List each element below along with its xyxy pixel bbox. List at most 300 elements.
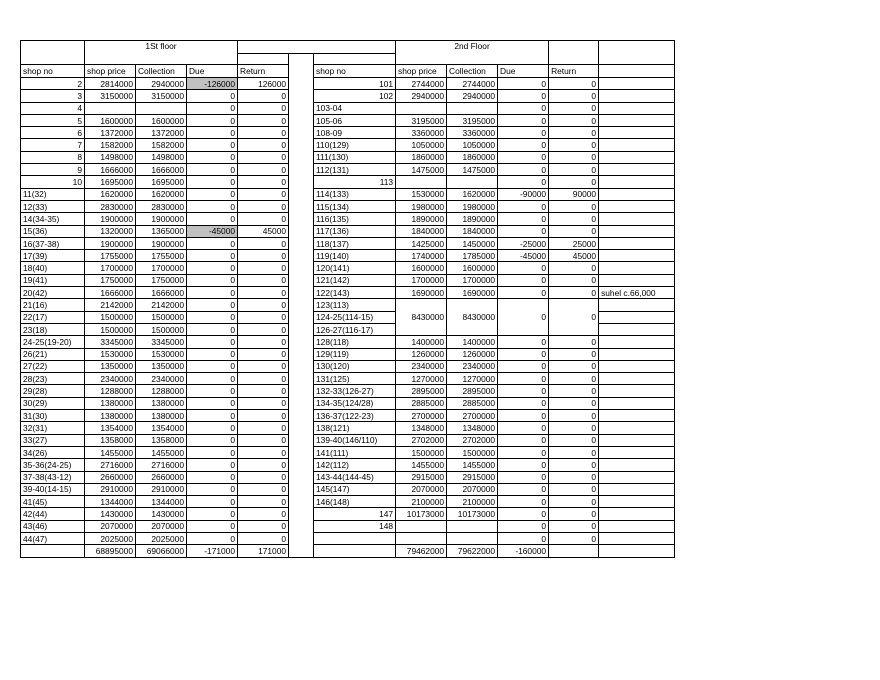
- first-floor-shop-price-cell[interactable]: 2025000: [85, 532, 136, 544]
- second-floor-shop-no-cell[interactable]: 143-44(144-45): [314, 471, 396, 483]
- second-floor-return-cell[interactable]: 0: [549, 176, 599, 188]
- second-floor-collection-cell[interactable]: 1840000: [447, 225, 498, 237]
- first-floor-due-cell[interactable]: 0: [187, 410, 238, 422]
- first-floor-due-cell[interactable]: 0: [187, 323, 238, 335]
- second-floor-due-cell[interactable]: -90000: [498, 188, 549, 200]
- first-floor-shop-price-cell[interactable]: 3150000: [85, 90, 136, 102]
- second-floor-due-cell[interactable]: 0: [498, 471, 549, 483]
- second-floor-collection-cell[interactable]: 2895000: [447, 385, 498, 397]
- first-floor-collection-cell[interactable]: 1600000: [136, 114, 187, 126]
- second-floor-collection-cell[interactable]: 2700000: [447, 410, 498, 422]
- header-note[interactable]: [599, 65, 675, 78]
- second-floor-shop-no-cell[interactable]: 142(112): [314, 459, 396, 471]
- first-floor-shop-price-cell[interactable]: 1500000: [85, 323, 136, 335]
- second-floor-collection-cell[interactable]: 1600000: [447, 262, 498, 274]
- first-floor-shop-price-cell[interactable]: 1455000: [85, 446, 136, 458]
- second-floor-collection-cell[interactable]: 1400000: [447, 336, 498, 348]
- first-floor-due-cell[interactable]: 0: [187, 471, 238, 483]
- first-floor-shop-price-cell[interactable]: 2716000: [85, 459, 136, 471]
- first-floor-due-cell[interactable]: 0: [187, 102, 238, 114]
- second-floor-return-cell[interactable]: 0: [549, 397, 599, 409]
- second-floor-collection-cell[interactable]: 2702000: [447, 434, 498, 446]
- second-floor-shop-no-cell[interactable]: 120(141): [314, 262, 396, 274]
- first-floor-return-cell[interactable]: 0: [238, 311, 289, 323]
- second-floor-note-cell[interactable]: [599, 213, 675, 225]
- first-floor-shop-price-cell[interactable]: 2910000: [85, 483, 136, 495]
- first-floor-shop-no-cell[interactable]: 11(32): [21, 188, 85, 200]
- second-floor-due-cell[interactable]: 0: [498, 299, 549, 336]
- second-floor-note-cell[interactable]: [599, 164, 675, 176]
- first-floor-due-cell[interactable]: 0: [187, 397, 238, 409]
- second-floor-return-cell[interactable]: 0: [549, 274, 599, 286]
- second-floor-note-cell[interactable]: [599, 176, 675, 188]
- first-floor-shop-no-cell[interactable]: 43(46): [21, 520, 85, 532]
- first-floor-collection-cell[interactable]: 2830000: [136, 200, 187, 212]
- cell[interactable]: [549, 41, 599, 65]
- second-floor-note-cell[interactable]: [599, 323, 675, 335]
- second-floor-return-cell[interactable]: 90000: [549, 188, 599, 200]
- second-floor-shop-no-cell[interactable]: 101: [314, 78, 396, 90]
- first-floor-shop-no-cell[interactable]: 32(31): [21, 422, 85, 434]
- first-floor-collection-cell[interactable]: 1372000: [136, 127, 187, 139]
- second-floor-note-cell[interactable]: [599, 336, 675, 348]
- second-floor-shop-no-cell[interactable]: 132-33(126-27): [314, 385, 396, 397]
- second-floor-shop-no-cell[interactable]: 128(118): [314, 336, 396, 348]
- second-floor-shop-no-cell[interactable]: 113: [314, 176, 396, 188]
- second-floor-shop-price-cell[interactable]: 1348000: [396, 422, 447, 434]
- first-floor-shop-price-cell[interactable]: 68895000: [85, 545, 136, 557]
- second-floor-shop-no-cell[interactable]: 130(120): [314, 360, 396, 372]
- first-floor-due-cell[interactable]: 0: [187, 164, 238, 176]
- second-floor-shop-no-cell[interactable]: 105-06: [314, 114, 396, 126]
- second-floor-shop-no-cell[interactable]: 119(140): [314, 250, 396, 262]
- first-floor-collection-cell[interactable]: 1365000: [136, 225, 187, 237]
- second-floor-return-cell[interactable]: 0: [549, 508, 599, 520]
- second-floor-shop-price-cell[interactable]: 10173000: [396, 508, 447, 520]
- second-floor-shop-price-cell[interactable]: 1840000: [396, 225, 447, 237]
- second-floor-collection-cell[interactable]: 1270000: [447, 373, 498, 385]
- header-collection[interactable]: Collection: [136, 65, 187, 78]
- first-floor-due-cell[interactable]: 0: [187, 176, 238, 188]
- first-floor-shop-no-cell[interactable]: 22(17): [21, 311, 85, 323]
- second-floor-title[interactable]: 2nd Floor: [396, 41, 549, 65]
- second-floor-note-cell[interactable]: [599, 299, 675, 311]
- second-floor-note-cell[interactable]: [599, 188, 675, 200]
- first-floor-shop-no-cell[interactable]: 9: [21, 164, 85, 176]
- second-floor-due-cell[interactable]: 0: [498, 176, 549, 188]
- first-floor-collection-cell[interactable]: 1666000: [136, 164, 187, 176]
- second-floor-shop-price-cell[interactable]: 2895000: [396, 385, 447, 397]
- second-floor-shop-no-cell[interactable]: 145(147): [314, 483, 396, 495]
- first-floor-shop-price-cell[interactable]: 1372000: [85, 127, 136, 139]
- first-floor-shop-no-cell[interactable]: 14(34-35): [21, 213, 85, 225]
- second-floor-due-cell[interactable]: 0: [498, 127, 549, 139]
- first-floor-shop-price-cell[interactable]: 1498000: [85, 151, 136, 163]
- first-floor-shop-no-cell[interactable]: 8: [21, 151, 85, 163]
- second-floor-shop-no-cell[interactable]: 129(119): [314, 348, 396, 360]
- second-floor-shop-price-cell[interactable]: 1600000: [396, 262, 447, 274]
- first-floor-shop-price-cell[interactable]: 1600000: [85, 114, 136, 126]
- second-floor-return-cell[interactable]: 0: [549, 532, 599, 544]
- first-floor-return-cell[interactable]: 0: [238, 508, 289, 520]
- second-floor-due-cell[interactable]: 0: [498, 225, 549, 237]
- first-floor-shop-price-cell[interactable]: 1700000: [85, 262, 136, 274]
- second-floor-note-cell[interactable]: [599, 250, 675, 262]
- second-floor-return-cell[interactable]: 0: [549, 200, 599, 212]
- second-floor-note-cell[interactable]: [599, 397, 675, 409]
- second-floor-shop-price-cell[interactable]: 2744000: [396, 78, 447, 90]
- first-floor-due-cell[interactable]: 0: [187, 213, 238, 225]
- second-floor-collection-cell[interactable]: 2915000: [447, 471, 498, 483]
- first-floor-collection-cell[interactable]: 1750000: [136, 274, 187, 286]
- second-floor-collection-cell[interactable]: [447, 176, 498, 188]
- first-floor-collection-cell[interactable]: 2910000: [136, 483, 187, 495]
- first-floor-shop-no-cell[interactable]: 41(45): [21, 496, 85, 508]
- second-floor-return-cell[interactable]: 0: [549, 127, 599, 139]
- first-floor-shop-no-cell[interactable]: 26(21): [21, 348, 85, 360]
- first-floor-return-cell[interactable]: 0: [238, 532, 289, 544]
- first-floor-collection-cell[interactable]: 1900000: [136, 213, 187, 225]
- header-shop-no[interactable]: shop no: [314, 65, 396, 78]
- second-floor-due-cell[interactable]: 0: [498, 532, 549, 544]
- second-floor-shop-no-cell[interactable]: 139-40(146/110): [314, 434, 396, 446]
- second-floor-shop-no-cell[interactable]: [314, 532, 396, 544]
- second-floor-note-cell[interactable]: [599, 545, 675, 557]
- second-floor-due-cell[interactable]: 0: [498, 459, 549, 471]
- second-floor-shop-price-cell[interactable]: 1890000: [396, 213, 447, 225]
- first-floor-return-cell[interactable]: 0: [238, 336, 289, 348]
- second-floor-note-cell[interactable]: [599, 78, 675, 90]
- second-floor-note-cell[interactable]: suhel c.66,000: [599, 287, 675, 299]
- first-floor-return-cell[interactable]: 0: [238, 385, 289, 397]
- second-floor-shop-price-cell[interactable]: 1980000: [396, 200, 447, 212]
- second-floor-collection-cell[interactable]: 1500000: [447, 446, 498, 458]
- cell[interactable]: [314, 54, 396, 65]
- second-floor-return-cell[interactable]: 0: [549, 422, 599, 434]
- second-floor-due-cell[interactable]: 0: [498, 508, 549, 520]
- first-floor-shop-no-cell[interactable]: 16(37-38): [21, 237, 85, 249]
- first-floor-return-cell[interactable]: 0: [238, 323, 289, 335]
- second-floor-return-cell[interactable]: 0: [549, 139, 599, 151]
- first-floor-due-cell[interactable]: 0: [187, 237, 238, 249]
- first-floor-shop-price-cell[interactable]: 1900000: [85, 213, 136, 225]
- first-floor-shop-no-cell[interactable]: 21(16): [21, 299, 85, 311]
- second-floor-return-cell[interactable]: 0: [549, 151, 599, 163]
- second-floor-return-cell[interactable]: 0: [549, 262, 599, 274]
- first-floor-due-cell[interactable]: 0: [187, 311, 238, 323]
- second-floor-collection-cell[interactable]: 3195000: [447, 114, 498, 126]
- second-floor-return-cell[interactable]: 0: [549, 336, 599, 348]
- first-floor-shop-no-cell[interactable]: 5: [21, 114, 85, 126]
- second-floor-note-cell[interactable]: [599, 139, 675, 151]
- first-floor-collection-cell[interactable]: 1695000: [136, 176, 187, 188]
- first-floor-shop-no-cell[interactable]: 34(26): [21, 446, 85, 458]
- second-floor-return-cell[interactable]: 0: [549, 446, 599, 458]
- second-floor-return-cell[interactable]: 0: [549, 410, 599, 422]
- first-floor-due-cell[interactable]: -171000: [187, 545, 238, 557]
- second-floor-return-cell[interactable]: 0: [549, 471, 599, 483]
- second-floor-collection-cell[interactable]: 2070000: [447, 483, 498, 495]
- first-floor-shop-no-cell[interactable]: 17(39): [21, 250, 85, 262]
- second-floor-collection-cell[interactable]: 1260000: [447, 348, 498, 360]
- second-floor-collection-cell[interactable]: 2340000: [447, 360, 498, 372]
- second-floor-shop-price-cell[interactable]: [396, 520, 447, 532]
- first-floor-shop-price-cell[interactable]: 2070000: [85, 520, 136, 532]
- first-floor-collection-cell[interactable]: [136, 102, 187, 114]
- second-floor-shop-price-cell[interactable]: 3195000: [396, 114, 447, 126]
- second-floor-shop-price-cell[interactable]: 2885000: [396, 397, 447, 409]
- first-floor-shop-no-cell[interactable]: 33(27): [21, 434, 85, 446]
- first-floor-due-cell[interactable]: -126000: [187, 78, 238, 90]
- first-floor-return-cell[interactable]: 0: [238, 164, 289, 176]
- second-floor-collection-cell[interactable]: 2940000: [447, 90, 498, 102]
- second-floor-shop-price-cell[interactable]: 1260000: [396, 348, 447, 360]
- first-floor-due-cell[interactable]: 0: [187, 287, 238, 299]
- first-floor-collection-cell[interactable]: 1380000: [136, 410, 187, 422]
- first-floor-due-cell[interactable]: 0: [187, 422, 238, 434]
- first-floor-shop-no-cell[interactable]: 12(33): [21, 200, 85, 212]
- first-floor-collection-cell[interactable]: 1350000: [136, 360, 187, 372]
- second-floor-due-cell[interactable]: 0: [498, 262, 549, 274]
- first-floor-shop-no-cell[interactable]: 20(42): [21, 287, 85, 299]
- second-floor-return-cell[interactable]: 0: [549, 385, 599, 397]
- first-floor-return-cell[interactable]: 0: [238, 410, 289, 422]
- second-floor-due-cell[interactable]: 0: [498, 385, 549, 397]
- first-floor-collection-cell[interactable]: 3345000: [136, 336, 187, 348]
- first-floor-shop-no-cell[interactable]: 29(28): [21, 385, 85, 397]
- second-floor-shop-no-cell[interactable]: 148: [314, 520, 396, 532]
- second-floor-due-cell[interactable]: 0: [498, 446, 549, 458]
- first-floor-return-cell[interactable]: 0: [238, 483, 289, 495]
- first-floor-due-cell[interactable]: 0: [187, 496, 238, 508]
- first-floor-due-cell[interactable]: 0: [187, 483, 238, 495]
- second-floor-note-cell[interactable]: [599, 90, 675, 102]
- second-floor-due-cell[interactable]: 0: [498, 287, 549, 299]
- first-floor-due-cell[interactable]: 0: [187, 434, 238, 446]
- cell[interactable]: [599, 41, 675, 65]
- first-floor-shop-price-cell[interactable]: 1666000: [85, 164, 136, 176]
- first-floor-shop-no-cell[interactable]: 23(18): [21, 323, 85, 335]
- second-floor-shop-price-cell[interactable]: 2702000: [396, 434, 447, 446]
- first-floor-return-cell[interactable]: 0: [238, 520, 289, 532]
- second-floor-shop-price-cell[interactable]: 1270000: [396, 373, 447, 385]
- first-floor-return-cell[interactable]: 126000: [238, 78, 289, 90]
- second-floor-return-cell[interactable]: 0: [549, 287, 599, 299]
- first-floor-return-cell[interactable]: 0: [238, 348, 289, 360]
- second-floor-shop-price-cell[interactable]: 1700000: [396, 274, 447, 286]
- second-floor-shop-no-cell[interactable]: 117(136): [314, 225, 396, 237]
- first-floor-collection-cell[interactable]: 1755000: [136, 250, 187, 262]
- second-floor-due-cell[interactable]: 0: [498, 139, 549, 151]
- first-floor-shop-no-cell[interactable]: 6: [21, 127, 85, 139]
- first-floor-due-cell[interactable]: 0: [187, 336, 238, 348]
- second-floor-shop-price-cell[interactable]: 1740000: [396, 250, 447, 262]
- second-floor-note-cell[interactable]: [599, 348, 675, 360]
- second-floor-collection-cell[interactable]: 2885000: [447, 397, 498, 409]
- first-floor-shop-price-cell[interactable]: 1695000: [85, 176, 136, 188]
- first-floor-shop-price-cell[interactable]: [85, 102, 136, 114]
- second-floor-note-cell[interactable]: [599, 262, 675, 274]
- first-floor-return-cell[interactable]: 0: [238, 459, 289, 471]
- first-floor-return-cell[interactable]: 0: [238, 397, 289, 409]
- second-floor-shop-no-cell[interactable]: 103-04: [314, 102, 396, 114]
- first-floor-collection-cell[interactable]: 1700000: [136, 262, 187, 274]
- first-floor-collection-cell[interactable]: 2025000: [136, 532, 187, 544]
- first-floor-collection-cell[interactable]: 1358000: [136, 434, 187, 446]
- second-floor-return-cell[interactable]: 0: [549, 78, 599, 90]
- second-floor-collection-cell[interactable]: 1348000: [447, 422, 498, 434]
- first-floor-shop-no-cell[interactable]: 15(36): [21, 225, 85, 237]
- first-floor-return-cell[interactable]: 0: [238, 299, 289, 311]
- first-floor-collection-cell[interactable]: 2070000: [136, 520, 187, 532]
- second-floor-note-cell[interactable]: [599, 434, 675, 446]
- first-floor-due-cell[interactable]: -45000: [187, 225, 238, 237]
- cell[interactable]: [21, 41, 85, 65]
- first-floor-shop-price-cell[interactable]: 1666000: [85, 287, 136, 299]
- first-floor-collection-cell[interactable]: 1900000: [136, 237, 187, 249]
- first-floor-shop-no-cell[interactable]: 10: [21, 176, 85, 188]
- second-floor-due-cell[interactable]: 0: [498, 78, 549, 90]
- second-floor-shop-no-cell[interactable]: 122(143): [314, 287, 396, 299]
- first-floor-collection-cell[interactable]: 2340000: [136, 373, 187, 385]
- second-floor-note-cell[interactable]: [599, 151, 675, 163]
- cell[interactable]: [238, 54, 289, 65]
- first-floor-shop-price-cell[interactable]: 1900000: [85, 237, 136, 249]
- first-floor-return-cell[interactable]: 0: [238, 287, 289, 299]
- first-floor-shop-price-cell[interactable]: 3345000: [85, 336, 136, 348]
- second-floor-shop-no-cell[interactable]: 108-09: [314, 127, 396, 139]
- first-floor-due-cell[interactable]: 0: [187, 508, 238, 520]
- second-floor-due-cell[interactable]: 0: [498, 200, 549, 212]
- second-floor-shop-no-cell[interactable]: 136-37(122-23): [314, 410, 396, 422]
- first-floor-return-cell[interactable]: 0: [238, 262, 289, 274]
- second-floor-return-cell[interactable]: 0: [549, 90, 599, 102]
- first-floor-return-cell[interactable]: 0: [238, 446, 289, 458]
- second-floor-shop-price-cell[interactable]: 2700000: [396, 410, 447, 422]
- first-floor-shop-price-cell[interactable]: 2830000: [85, 200, 136, 212]
- second-floor-due-cell[interactable]: 0: [498, 213, 549, 225]
- second-floor-collection-cell[interactable]: 10173000: [447, 508, 498, 520]
- second-floor-shop-no-cell[interactable]: 114(133): [314, 188, 396, 200]
- second-floor-due-cell[interactable]: 0: [498, 373, 549, 385]
- first-floor-return-cell[interactable]: 0: [238, 250, 289, 262]
- first-floor-shop-no-cell[interactable]: 37-38(43-12): [21, 471, 85, 483]
- second-floor-note-cell[interactable]: [599, 102, 675, 114]
- second-floor-shop-price-cell[interactable]: 1475000: [396, 164, 447, 176]
- second-floor-due-cell[interactable]: 0: [498, 102, 549, 114]
- second-floor-collection-cell[interactable]: [447, 102, 498, 114]
- first-floor-collection-cell[interactable]: 2660000: [136, 471, 187, 483]
- first-floor-return-cell[interactable]: 0: [238, 213, 289, 225]
- second-floor-return-cell[interactable]: 0: [549, 102, 599, 114]
- second-floor-collection-cell[interactable]: [447, 520, 498, 532]
- first-floor-due-cell[interactable]: 0: [187, 385, 238, 397]
- second-floor-shop-price-cell[interactable]: 1690000: [396, 287, 447, 299]
- second-floor-shop-no-cell[interactable]: 126-27(116-17): [314, 323, 396, 335]
- second-floor-shop-price-cell[interactable]: 3360000: [396, 127, 447, 139]
- second-floor-note-cell[interactable]: [599, 446, 675, 458]
- first-floor-shop-price-cell[interactable]: 1582000: [85, 139, 136, 151]
- first-floor-shop-price-cell[interactable]: 1320000: [85, 225, 136, 237]
- header-return[interactable]: Return: [238, 65, 289, 78]
- second-floor-note-cell[interactable]: [599, 483, 675, 495]
- second-floor-collection-cell[interactable]: 1980000: [447, 200, 498, 212]
- second-floor-shop-no-cell[interactable]: 146(148): [314, 496, 396, 508]
- second-floor-collection-cell[interactable]: 1785000: [447, 250, 498, 262]
- second-floor-collection-cell[interactable]: 1700000: [447, 274, 498, 286]
- second-floor-note-cell[interactable]: [599, 459, 675, 471]
- first-floor-shop-no-cell[interactable]: 7: [21, 139, 85, 151]
- second-floor-collection-cell[interactable]: 1050000: [447, 139, 498, 151]
- first-floor-shop-price-cell[interactable]: 2142000: [85, 299, 136, 311]
- first-floor-collection-cell[interactable]: 1344000: [136, 496, 187, 508]
- first-floor-due-cell[interactable]: 0: [187, 127, 238, 139]
- first-floor-return-cell[interactable]: 0: [238, 127, 289, 139]
- second-floor-shop-price-cell[interactable]: [396, 102, 447, 114]
- second-floor-due-cell[interactable]: -25000: [498, 237, 549, 249]
- second-floor-due-cell[interactable]: 0: [498, 410, 549, 422]
- second-floor-return-cell[interactable]: 0: [549, 483, 599, 495]
- header-collection[interactable]: Collection: [447, 65, 498, 78]
- second-floor-shop-price-cell[interactable]: 8430000: [396, 299, 447, 336]
- second-floor-collection-cell[interactable]: 1890000: [447, 213, 498, 225]
- first-floor-due-cell[interactable]: 0: [187, 139, 238, 151]
- first-floor-shop-no-cell[interactable]: 19(41): [21, 274, 85, 286]
- second-floor-return-cell[interactable]: 0: [549, 496, 599, 508]
- second-floor-return-cell[interactable]: 0: [549, 225, 599, 237]
- second-floor-note-cell[interactable]: [599, 311, 675, 323]
- second-floor-collection-cell[interactable]: 2744000: [447, 78, 498, 90]
- first-floor-return-cell[interactable]: 0: [238, 373, 289, 385]
- first-floor-shop-no-cell[interactable]: 27(22): [21, 360, 85, 372]
- second-floor-collection-cell[interactable]: 8430000: [447, 299, 498, 336]
- second-floor-note-cell[interactable]: [599, 274, 675, 286]
- first-floor-shop-price-cell[interactable]: 1500000: [85, 311, 136, 323]
- second-floor-return-cell[interactable]: 0: [549, 114, 599, 126]
- first-floor-collection-cell[interactable]: 3150000: [136, 90, 187, 102]
- first-floor-due-cell[interactable]: 0: [187, 151, 238, 163]
- first-floor-due-cell[interactable]: 0: [187, 459, 238, 471]
- second-floor-shop-price-cell[interactable]: [396, 532, 447, 544]
- first-floor-return-cell[interactable]: 0: [238, 188, 289, 200]
- second-floor-collection-cell[interactable]: 79622000: [447, 545, 498, 557]
- first-floor-due-cell[interactable]: 0: [187, 188, 238, 200]
- second-floor-due-cell[interactable]: 0: [498, 422, 549, 434]
- second-floor-return-cell[interactable]: 0: [549, 520, 599, 532]
- second-floor-note-cell[interactable]: [599, 471, 675, 483]
- second-floor-shop-price-cell[interactable]: 1530000: [396, 188, 447, 200]
- first-floor-shop-no-cell[interactable]: 28(23): [21, 373, 85, 385]
- second-floor-shop-no-cell[interactable]: [314, 545, 396, 557]
- second-floor-note-cell[interactable]: [599, 508, 675, 520]
- second-floor-shop-price-cell[interactable]: 1425000: [396, 237, 447, 249]
- second-floor-due-cell[interactable]: 0: [498, 274, 549, 286]
- first-floor-shop-price-cell[interactable]: 1350000: [85, 360, 136, 372]
- second-floor-note-cell[interactable]: [599, 114, 675, 126]
- second-floor-shop-price-cell[interactable]: 1455000: [396, 459, 447, 471]
- second-floor-return-cell[interactable]: 0: [549, 360, 599, 372]
- first-floor-collection-cell[interactable]: 2940000: [136, 78, 187, 90]
- first-floor-due-cell[interactable]: 0: [187, 520, 238, 532]
- first-floor-due-cell[interactable]: 0: [187, 446, 238, 458]
- second-floor-return-cell[interactable]: 45000: [549, 250, 599, 262]
- header-return[interactable]: Return: [549, 65, 599, 78]
- second-floor-due-cell[interactable]: 0: [498, 348, 549, 360]
- second-floor-shop-price-cell[interactable]: 1860000: [396, 151, 447, 163]
- second-floor-shop-no-cell[interactable]: 118(137): [314, 237, 396, 249]
- second-floor-note-cell[interactable]: [599, 200, 675, 212]
- second-floor-collection-cell[interactable]: 1475000: [447, 164, 498, 176]
